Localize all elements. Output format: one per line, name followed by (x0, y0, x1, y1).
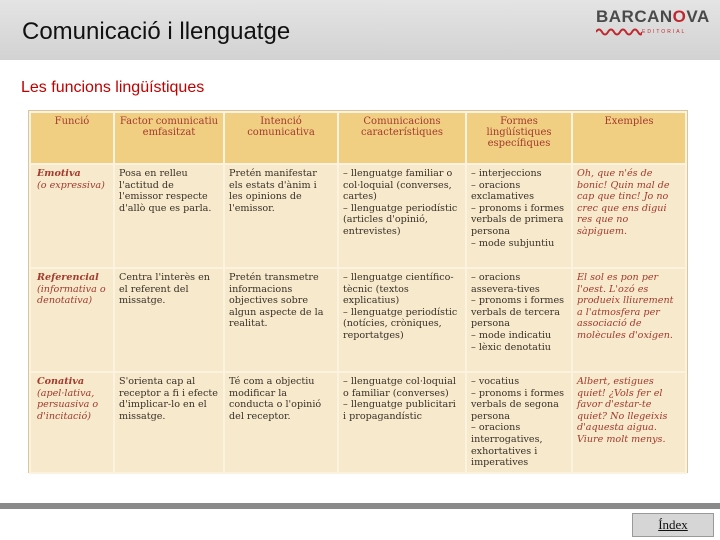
header-intencio: Intenció comunicativa (224, 112, 338, 164)
function-name: Emotiva (37, 168, 81, 179)
function-subname: (o expressiva) (37, 179, 105, 191)
factor-cell: Centra l'interès en el referent del missatge. (114, 268, 224, 372)
forma-item: – pronoms i formes verbals de primera persona (471, 202, 565, 237)
intencio-cell: Té com a objectiu modificar la conducta o l'opinió del receptor. (224, 372, 338, 473)
forma-item: – vocatius (471, 376, 520, 387)
header-funcio: Funció (30, 112, 114, 164)
comunicacio-item: – llenguatge periodístic (notícies, cròniques, reportatges) (343, 306, 458, 341)
comunicacio-item: – llenguatge col·loquial o familiar (converses) (343, 376, 456, 399)
function-subname: (informativa o denotativa) (37, 283, 106, 307)
header-comunicacions: Comunicacions característiques (338, 112, 466, 164)
forma-item: – pronoms i formes verbals de segona persona (471, 387, 565, 422)
factor-cell: Posa en relleu l'actitud de l'emissor respecte d'allò que es parla. (114, 164, 224, 268)
comunicacio-item: – llenguatge familiar o col·loquial (converses, cartes) (343, 168, 453, 203)
logo-subtitle: EDITORIAL (642, 29, 687, 35)
footer-bar (0, 503, 720, 509)
forma-item: – oracions exclamatives (471, 179, 535, 203)
slide-header (0, 0, 720, 60)
comunicacio-item: – llenguatge publicitari i propagandístic (343, 399, 456, 422)
function-subname: (apel·lativa, persuasiva o d'incitació) (37, 387, 99, 422)
forma-item: – mode indicatiu (471, 329, 552, 341)
header-formes: Formes lingüístiques específiques (466, 112, 572, 164)
formes-cell (466, 164, 572, 268)
table-row (30, 372, 686, 473)
slide-title: Comunicació i llenguatge (22, 18, 291, 45)
logo-wave-icon (596, 27, 642, 37)
function-cell (30, 268, 114, 372)
intencio-cell: Pretén transmetre informacions objectives sobre algun aspecte de la realitat. (224, 268, 338, 372)
comunicacions-cell (338, 164, 466, 268)
forma-item: – pronoms i formes verbals de tercera persona (471, 295, 565, 330)
comunicacio-item: – llenguatge científico-tècnic (textos explicatius) (343, 272, 454, 307)
exemples-cell: Albert, estigues quiet! ¿Vols fer el favor d'estar-te quiet? No llegeixis d'aquesta aigua. Viure molt menys. (572, 372, 686, 473)
header-factor: Factor comunicatiu emfasitzat (114, 112, 224, 164)
comunicacio-item: – llenguatge periodístic (articles d'opinió, entrevistes) (343, 202, 458, 237)
forma-item: – oracions assevera-tives (471, 272, 540, 295)
exemples-cell: Oh, que n'és de bonic! Quin mal de cap que tinc! Jo no crec que ens digui res que no sàpiguem. (572, 164, 686, 268)
forma-item: – oracions interrogatives, exhortatives i imperatives (471, 422, 543, 469)
factor-cell: S'orienta cap al receptor a fi i efecte d'implicar-lo en el missatge. (114, 372, 224, 473)
header-exemples: Exemples (572, 112, 686, 164)
comunicacions-cell (338, 372, 466, 473)
functions-table (28, 110, 688, 473)
formes-cell (466, 268, 572, 372)
formes-cell (466, 372, 572, 473)
function-cell (30, 372, 114, 473)
index-button[interactable] (632, 513, 714, 537)
table-header-row (30, 112, 686, 164)
barcanova-logo (596, 7, 714, 41)
section-subtitle: Les funcions lingüístiques (21, 79, 205, 96)
function-name: Conativa (37, 376, 85, 387)
index-button-label[interactable]: Índex (658, 517, 688, 532)
table-row (30, 164, 686, 268)
exemples-cell: El sol es pon per l'oest. L'ozó es produeix lliurement a l'atmosfera per associació de molècules d'oxigen. (572, 268, 686, 372)
forma-item: – mode subjuntiu (471, 237, 555, 249)
intencio-cell: Pretén manifestar els estats d'ànim i les opinions de l'emissor. (224, 164, 338, 268)
comunicacions-cell (338, 268, 466, 372)
table-row (30, 268, 686, 372)
function-name: Referencial (37, 272, 99, 283)
forma-item: – lèxic denotatiu (471, 341, 551, 353)
forma-item: – interjeccions (471, 168, 542, 179)
logo-wordmark: BARCANOVA (596, 7, 710, 26)
function-cell (30, 164, 114, 268)
